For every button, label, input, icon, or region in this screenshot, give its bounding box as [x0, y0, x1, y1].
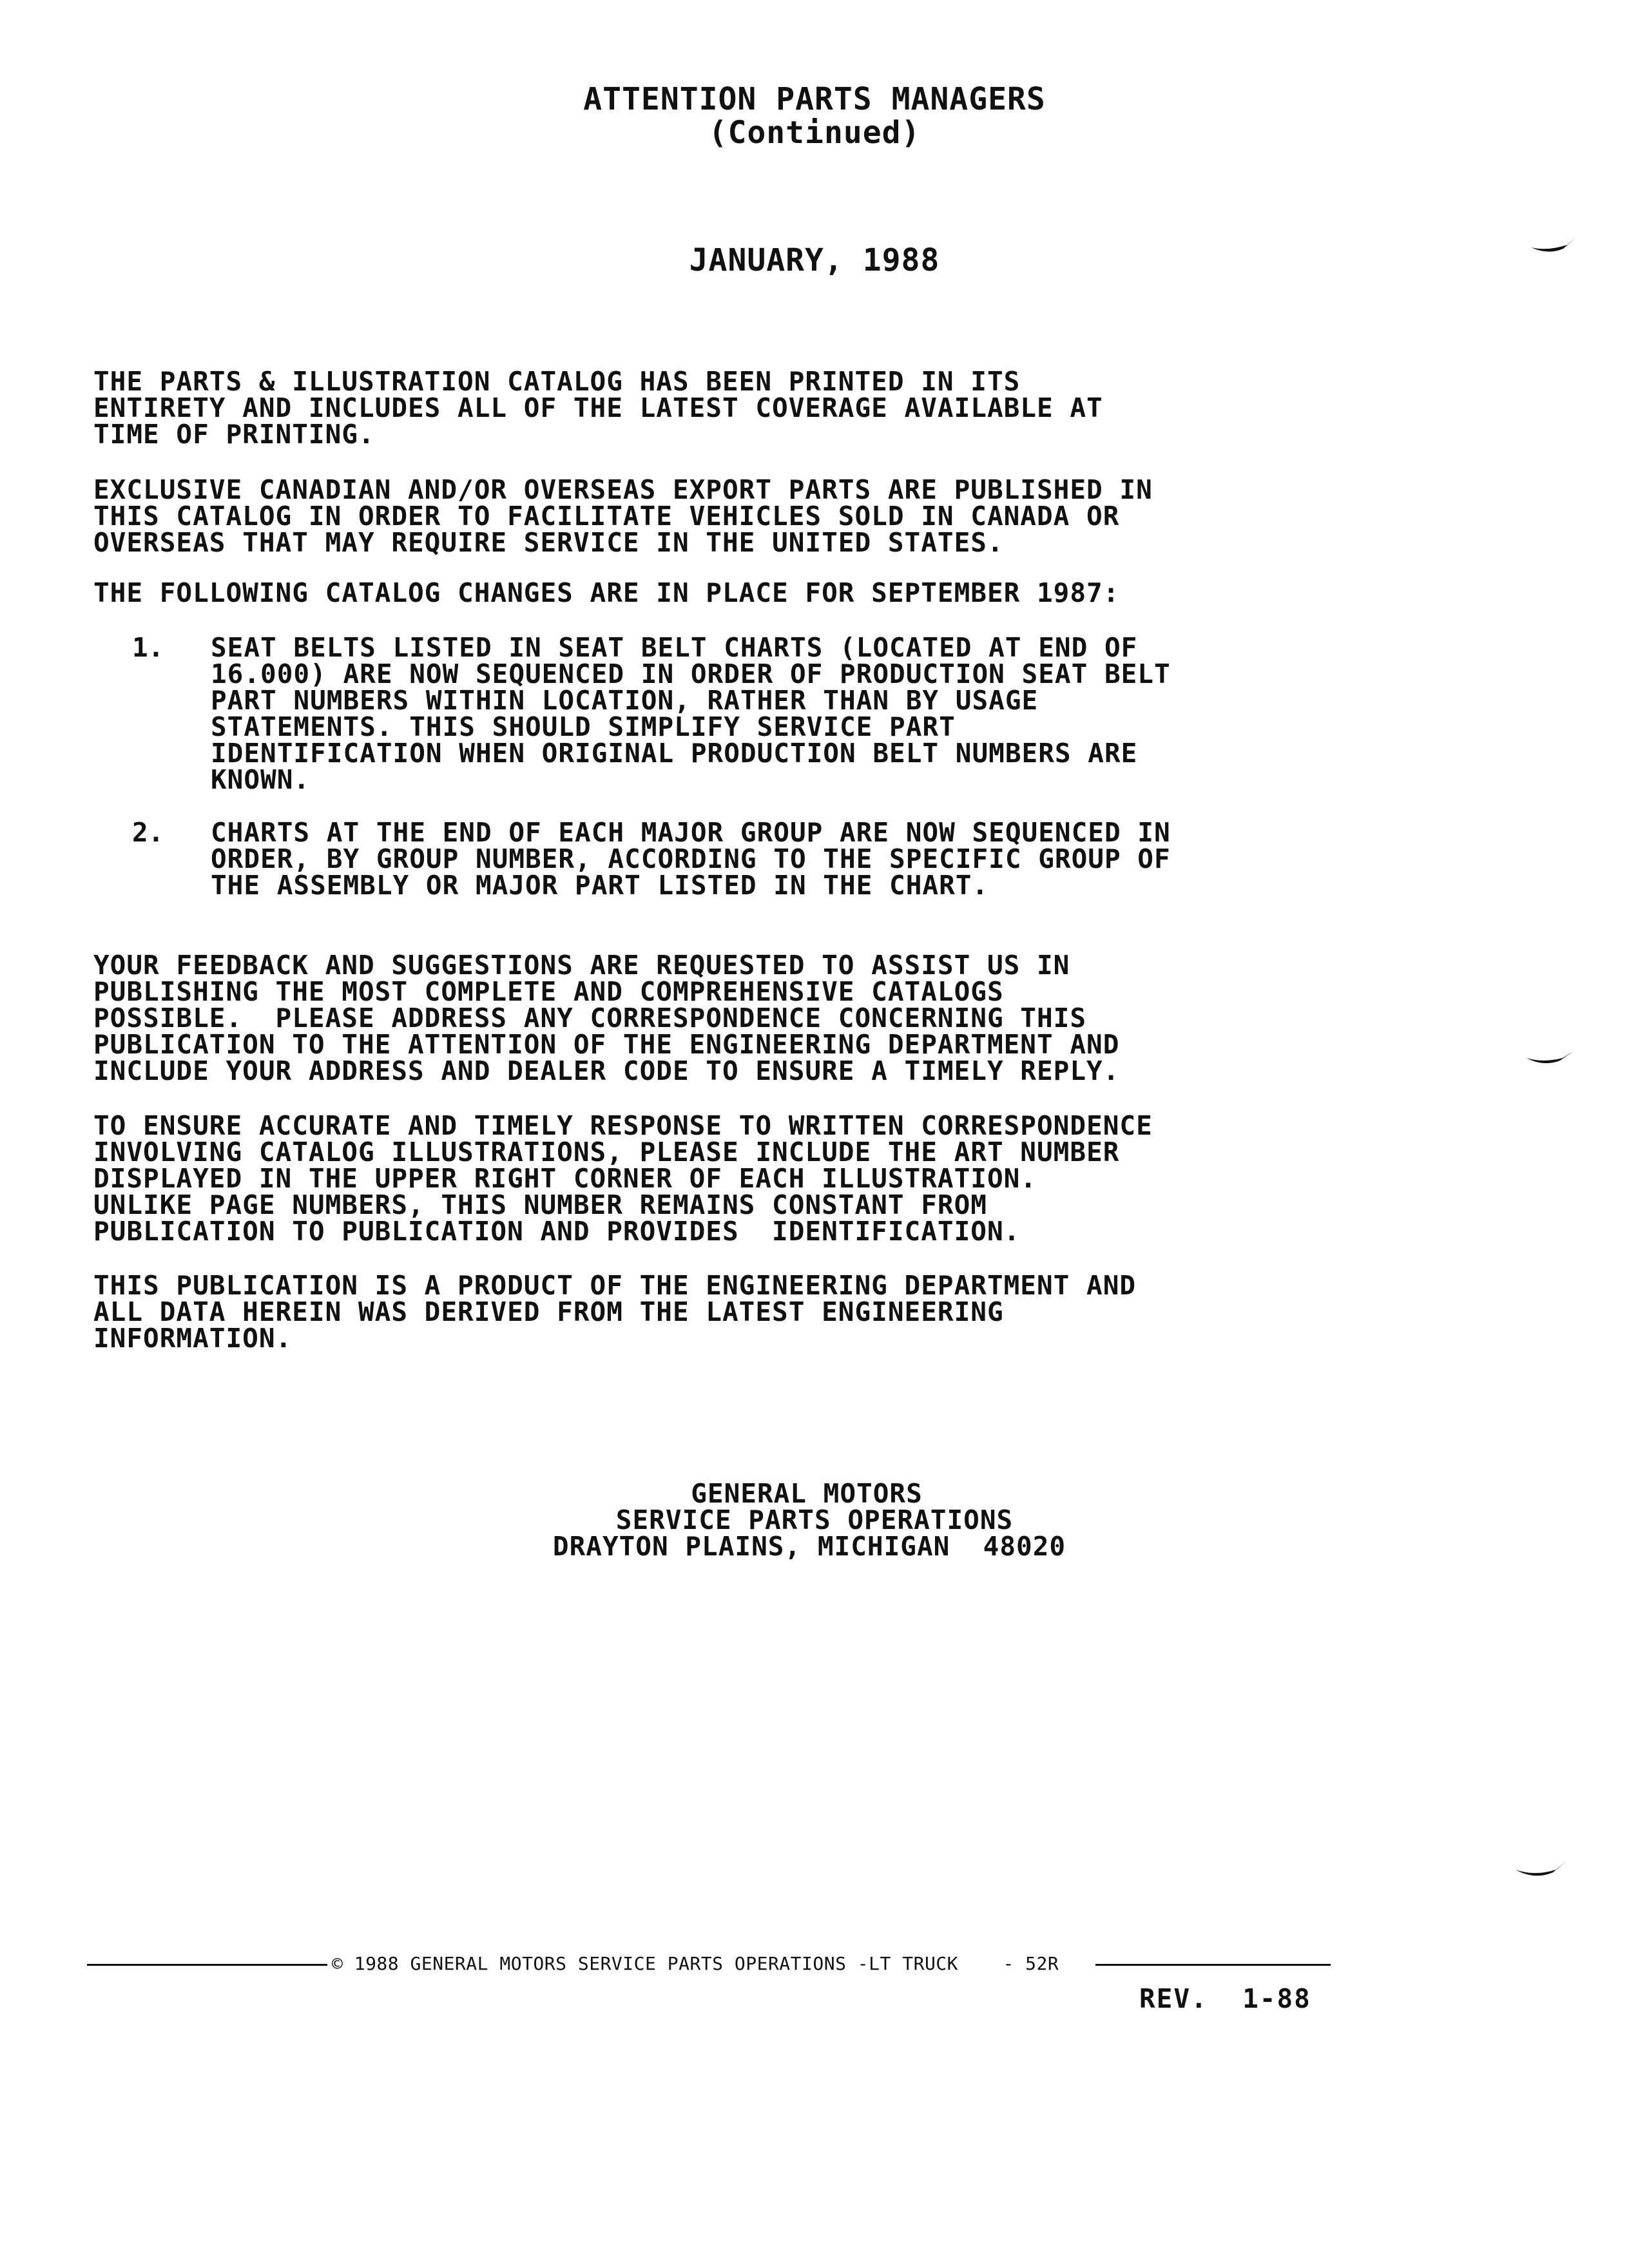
paragraph-line: PUBLICATION TO THE ATTENTION OF THE ENGINEERING DEPARTMENT AND — [93, 1029, 1120, 1060]
paragraph-feedback — [93, 952, 1382, 1084]
paragraph-line: ALL DATA HEREIN WAS DERIVED FROM THE LATEST ENGINEERING — [93, 1296, 1004, 1327]
paragraph-line: EXCLUSIVE CANADIAN AND/OR OVERSEAS EXPORT PARTS ARE PUBLISHED IN — [93, 474, 1153, 505]
paragraph-line: DISPLAYED IN THE UPPER RIGHT CORNER OF EACH ILLUSTRATION. — [93, 1163, 1037, 1194]
paragraph-line: PUBLISHING THE MOST COMPLETE AND COMPREHENSIVE CATALOGS — [93, 976, 1004, 1007]
list-item-line: PART NUMBERS WITHIN LOCATION, RATHER THAN BY USAGE — [211, 685, 1039, 716]
page-title: ATTENTION PARTS MANAGERS — [583, 81, 1046, 117]
paragraph-line: YOUR FEEDBACK AND SUGGESTIONS ARE REQUESTED TO ASSIST US IN — [93, 950, 1070, 981]
list-item-line: SEAT BELTS LISTED IN SEAT BELT CHARTS (LOCATED AT END OF — [211, 632, 1138, 663]
page-subtitle: (Continued) — [708, 115, 921, 151]
list-item-number: 1. — [132, 632, 164, 663]
paragraph-line: UNLIKE PAGE NUMBERS, THIS NUMBER REMAINS CONSTANT FROM — [93, 1189, 987, 1220]
footer-revision: REV. 1-88 — [1139, 1983, 1311, 2014]
binding-tick-mark-icon — [1528, 232, 1580, 258]
binding-tick-mark-icon — [1513, 1856, 1571, 1884]
paragraph-line: TO ENSURE ACCURATE AND TIMELY RESPONSE TO WRITTEN CORRESPONDENCE — [93, 1110, 1153, 1141]
list-item-line: ORDER, BY GROUP NUMBER, ACCORDING TO THE SPECIFIC GROUP OF — [211, 843, 1171, 874]
list-item-line: KNOWN. — [211, 764, 311, 795]
paragraph-line: OVERSEAS THAT MAY REQUIRE SERVICE IN THE UNITED STATES. — [93, 527, 1004, 558]
paragraph-line: THE PARTS & ILLUSTRATION CATALOG HAS BEEN PRINTED IN ITS — [93, 366, 1021, 397]
paragraph-line: THIS PUBLICATION IS A PRODUCT OF THE ENGINEERING DEPARTMENT AND — [93, 1270, 1137, 1301]
paragraph-art-number — [93, 1110, 1382, 1247]
paragraph-line: THIS CATALOG IN ORDER TO FACILITATE VEHICLES SOLD IN CANADA OR — [93, 501, 1120, 532]
footer-copyright: © 1988 GENERAL MOTORS SERVICE PARTS OPERATIONS -LT TRUCK - 52R — [332, 1953, 1059, 1974]
paragraph-line: INCLUDE YOUR ADDRESS AND DEALER CODE TO ENSURE A TIMELY REPLY. — [93, 1055, 1120, 1086]
paragraph-line: POSSIBLE. PLEASE ADDRESS ANY CORRESPONDENCE CONCERNING THIS — [93, 1003, 1087, 1033]
paragraph-catalog-printed — [93, 366, 1382, 450]
list-item-line: 16.000) ARE NOW SEQUENCED IN ORDER OF PRODUCTION SEAT BELT — [211, 658, 1171, 689]
paragraph-line: PUBLICATION TO PUBLICATION AND PROVIDES IDENTIFICATION. — [93, 1216, 1021, 1247]
list-item-line: CHARTS AT THE END OF EACH MAJOR GROUP ARE NOW SEQUENCED IN — [211, 817, 1171, 848]
binding-tick-mark-icon — [1524, 1045, 1576, 1071]
signature-address: DRAYTON PLAINS, MICHIGAN 48020 — [552, 1531, 1066, 1562]
paragraph-line: INVOLVING CATALOG ILLUSTRATIONS, PLEASE INCLUDE THE ART NUMBER — [93, 1137, 1120, 1168]
footer-rule-left — [87, 1964, 327, 1966]
footer-rule-right — [1095, 1964, 1331, 1966]
paragraph-engineering — [93, 1270, 1382, 1354]
paragraph-line: INFORMATION. — [93, 1323, 293, 1354]
signature-division: SERVICE PARTS OPERATIONS — [615, 1504, 1014, 1535]
page-date: JANUARY, 1988 — [689, 242, 940, 278]
paragraph-line: TIME OF PRINTING. — [93, 419, 375, 450]
list-item-line: THE ASSEMBLY OR MAJOR PART LISTED IN THE CHART. — [211, 870, 989, 901]
list-item-line: STATEMENTS. THIS SHOULD SIMPLIFY SERVICE PART — [211, 711, 956, 742]
paragraph-export-parts — [93, 474, 1382, 558]
list-item-number: 2. — [132, 817, 164, 848]
signature-company: GENERAL MOTORS — [691, 1478, 923, 1509]
list-item-line: IDENTIFICATION WHEN ORIGINAL PRODUCTION BELT NUMBERS ARE — [211, 738, 1138, 769]
paragraph-line: THE FOLLOWING CATALOG CHANGES ARE IN PLACE FOR SEPTEMBER 1987: — [93, 577, 1120, 608]
paragraph-line: ENTIRETY AND INCLUDES ALL OF THE LATEST COVERAGE AVAILABLE AT — [93, 392, 1103, 423]
paragraph-catalog-changes — [93, 577, 1382, 608]
